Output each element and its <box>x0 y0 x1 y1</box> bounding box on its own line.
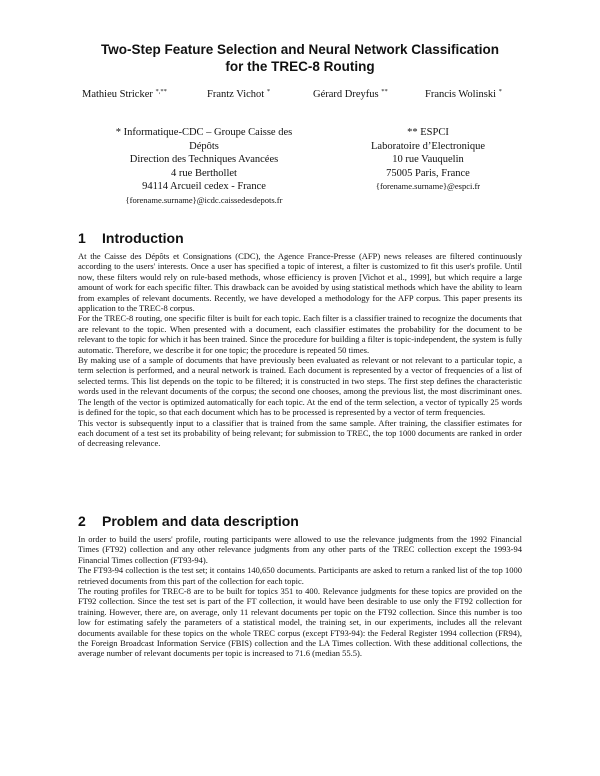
section-heading-problem: 2 Problem and data description <box>78 513 299 529</box>
email: {forename.surname}@icdc.caissedesdepots.fr <box>125 194 283 205</box>
author: Mathieu Stricker *,** <box>82 88 167 100</box>
paragraph: This vector is subsequently input to a classifier that is trained from the same sample. After training, the classifier estimates for each document of a test set its probability of being relevant; for submission to TREC, the top 1000 documents are ranked in order of decreasing relevance. <box>78 417 522 449</box>
paper-title-line-2: for the TREC-8 Routing <box>225 59 375 74</box>
section-body-problem <box>78 534 522 659</box>
affiliation-espci: ** ESPCI Laboratoire d’Electronique 10 rue Vauquelin 75005 Paris, France {forename.surname}@espci.fr <box>342 126 514 194</box>
paragraph: In order to build the users' profile, routing participants were allowed to use the relevance judgments from the 1992 Financial Times (FT92) collection and any other relevance judgments from any other parts of the TREC collection except the 1993-94 Financial Times collection (FT93-94). <box>78 534 522 565</box>
paragraph: By making use of a sample of documents that have previously been evaluated as relevant or not relevant to a particular topic, a term selection is performed, and a neural network is trained. Each document is represented by a vector of frequencies of a list of selected terms. This list depends on the topic to be filtered; it is constructed in two steps. The first step defines the characteristic words used in the relevant documents of the corpus; the second one chooses, among the previous list, the most discriminant ones. The length of the vector is optimized automatically for each topic. At the end of the term selection, a vector of typically 25 words is defined for the topic, so that each document which has to be processed is represented by a vector of term frequencies. <box>78 355 522 418</box>
section-heading-introduction: 1 Introduction <box>78 230 184 246</box>
author: Gérard Dreyfus ** <box>313 88 388 100</box>
paragraph: At the Caisse des Dépôts et Consignations (CDC), the Agence France-Presse (AFP) news releases are filtered continuously according to the users' interests. Once a user has specified a topic of interest, a filter is customized to fit this user's profile. Until now, these filters would rely on rule-based methods, whose efficiency is proven [Vichot et al., 1999], but which require a large amount of work for each specific filter. This drawback can be avoided by using statistical methods which have the ability to learn from examples of relevant documents. Recently, we have developed a methodology for the AFP corpus. This paper presents its application to the TREC-8 corpus. <box>78 251 522 314</box>
author: Francis Wolinski * <box>425 88 502 100</box>
paragraph: The FT93-94 collection is the test set; it contains 140,650 documents. Participants are asked to return a ranked list of the top 1000 retrieved documents from this part of the collection for each topic. <box>78 565 522 586</box>
section-body-introduction <box>78 251 522 449</box>
paper-title-line-1: Two-Step Feature Selection and Neural Network Classification <box>100 42 500 57</box>
paragraph: For the TREC-8 routing, one specific filter is built for each topic. Each filter is a classifier trained to recognize the documents that are relevant to the topic. When presented with a document, each classifier estimates the probability for the document to be relevant to the topic for which it has been trained. Since the procedure for building a filter is topic-independent, the system is fully automatic. Therefore, we describe it for one topic; the procedure is repeated 50 times. <box>78 313 522 355</box>
paragraph: The routing profiles for TREC-8 are to be built for topics 351 to 400. Relevance judgments for these topics are provided on the FT92 collection. Since the test set is part of the FT collection, it would have been desirable to use only the FT92 collection for training. However, there are, on average, only 11 relevant documents per topic on the FT92 collection. Since this number is too low for estimating safely the parameters of a statistical model, the training set, in our experiments, includes all the relevant documents available for these topics on the whole TREC corpus (except FT93-94): the Federal Register 1994 collection (FR94), the Foreign Broadcast Information Service (FBIS) collection and the LA Times collection. With these additional collections, the average number of relevant documents per topic is increased to 71.6 (median 55.5). <box>78 586 522 659</box>
email: {forename.surname}@espci.fr <box>375 181 481 191</box>
affiliation-icdc: * Informatique-CDC – Groupe Caisse des Dépôts Direction des Techniques Avancées 4 rue Berthollet 94114 Arcueil cedex - France {forename.surname}@icdc.caissedesdepots.fr <box>98 126 310 207</box>
author: Frantz Vichot * <box>207 88 271 100</box>
